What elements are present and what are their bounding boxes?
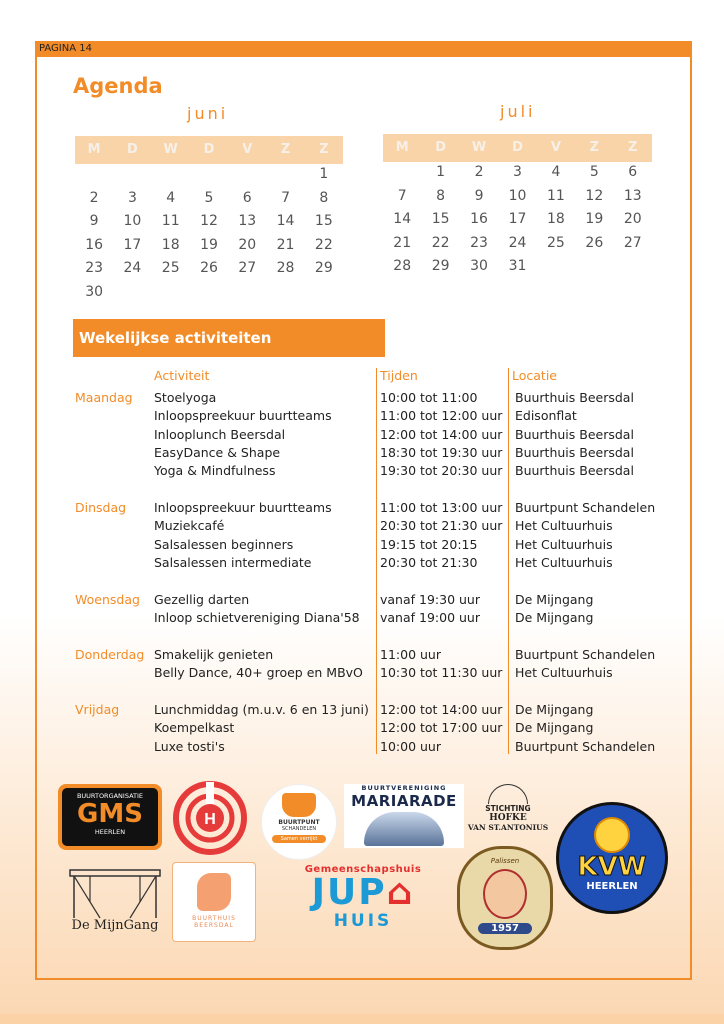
page-label: PAGINA 14 [35, 41, 692, 57]
calendar-day: 26 [585, 234, 604, 251]
activity-time: 19:15 tot 20:15 [380, 536, 478, 552]
calendar-day: 13 [623, 187, 642, 204]
activity-time: 19:30 tot 20:30 uur [380, 463, 503, 479]
calendar-day: 13 [238, 213, 257, 230]
weekly-heading: Wekelijkse activiteiten [73, 319, 385, 357]
weekday-label: Z [628, 140, 638, 155]
calendar-day: 16 [470, 211, 488, 228]
calendar-day: 24 [508, 234, 527, 251]
weekday-label: D [203, 142, 215, 157]
logo-palissen [457, 846, 553, 950]
calendar-day: 17 [508, 211, 527, 228]
logo-beersdal-line1: BUURTHUIS [192, 915, 236, 922]
logo-kvw [556, 802, 668, 914]
calendar-day: 1 [436, 164, 446, 180]
activity-location: Buurthuis Beersdal [515, 444, 634, 460]
activity-time: 20:30 tot 21:30 [380, 554, 478, 570]
activity-time: 10:00 uur [380, 738, 441, 754]
column-time: Tijden [380, 368, 418, 383]
month-title-july: juli [500, 102, 536, 121]
calendar-day: 4 [166, 189, 176, 206]
activity-activity: EasyDance & Shape [154, 444, 281, 460]
calendar-day [305, 281, 343, 305]
activity-time: 20:30 tot 21:30 uur [380, 518, 503, 534]
calendar-day: 22 [314, 236, 333, 253]
logo-hofke-line1: STICHTING [485, 804, 531, 813]
calendar-day: 15 [431, 211, 450, 228]
calendar-day: 5 [204, 189, 214, 206]
activity-time: 12:00 tot 17:00 uur [380, 720, 503, 736]
logo-kvw-main: KVW [577, 852, 647, 882]
calendar-day [75, 163, 113, 187]
activity-location: Edisonflat [515, 408, 577, 424]
logo-mijngang [60, 862, 170, 942]
logo-mijngang-headframe-icon [60, 862, 170, 920]
calendar-day: 19 [200, 236, 218, 253]
activity-location: Het Cultuurhuis [515, 554, 613, 570]
logo-gms-bottom: HEERLEN [94, 828, 126, 836]
activity-activity: Belly Dance, 40+ groep en MBvO [154, 665, 363, 681]
logo-jup-house-icon: ⌂ [386, 872, 415, 913]
calendar-day [266, 281, 304, 305]
activity-time: 11:00 uur [380, 646, 441, 662]
calendar-day: 3 [513, 164, 522, 180]
calendar-day: 28 [276, 260, 295, 277]
divider-time [376, 368, 377, 754]
activity-location: Buurthuis Beersdal [515, 463, 634, 479]
activity-activity: Gezellig darten [154, 591, 250, 607]
day-label: Dinsdag [75, 500, 127, 515]
day-label: Donderdag [75, 646, 145, 662]
activity-location: Het Cultuurhuis [515, 536, 613, 552]
activity-activity: Yoga & Mindfulness [154, 463, 276, 479]
logo-mariarade-main: MARIARADE [351, 792, 457, 810]
calendar-day [113, 163, 151, 187]
logo-beersdal-bb-icon [197, 873, 231, 911]
activity-time: vanaf 19:00 uur [380, 610, 480, 625]
calendar-day: 29 [314, 260, 333, 277]
calendar-day [537, 255, 575, 279]
activity-location: Buurthuis Beersdal [515, 426, 634, 442]
calendar-day [152, 281, 190, 305]
logo-hofke-line3: VAN ST.ANTONIUS [467, 823, 549, 832]
calendar-week [383, 208, 652, 232]
day-label: Vrijdag [75, 701, 120, 717]
logo-jup-bottom: HUIS [333, 911, 393, 931]
activity-activity: Inloopspreekuur buurtteams [154, 408, 332, 424]
logo-gms [58, 784, 162, 850]
calendar-day [614, 255, 652, 279]
calendar-july-grid [383, 161, 652, 279]
logo-jup-top: Gemeenschapshuis [304, 864, 422, 875]
column-activity: Activiteit [154, 368, 210, 383]
activity-time: 12:00 tot 14:00 uur [380, 701, 503, 717]
activity-activity: Smakelijk genieten [154, 646, 274, 662]
calendar-day: 6 [242, 189, 252, 206]
calendar-day [228, 163, 266, 187]
calendar-day [190, 281, 228, 305]
calendar-day: 27 [238, 260, 257, 277]
calendar-day: 11 [161, 213, 180, 230]
weekday-label: D [127, 142, 138, 157]
calendar-day: 14 [276, 213, 295, 230]
logo-mariarade-building-icon [364, 812, 444, 846]
activity-activity: Luxe tosti's [154, 738, 225, 754]
calendar-day: 6 [628, 164, 638, 180]
calendar-day: 8 [436, 187, 446, 204]
calendar-day: 2 [89, 189, 99, 206]
activity-location: Buurtpunt Schandelen [515, 500, 656, 515]
logo-mariarade-top: BUURTVERENIGING [361, 784, 447, 792]
calendar-day: 1 [319, 166, 329, 182]
calendar-week [75, 210, 343, 234]
calendar-day [266, 163, 304, 187]
logo-gms-main: GMS [77, 799, 143, 829]
activity-activity: Inlooplunch Beersdal [154, 426, 286, 442]
logo-buurtpunt-line2: SCHANDELEN [281, 826, 317, 832]
calendar-day: 14 [393, 211, 412, 228]
activity-location: De Mijngang [515, 591, 594, 607]
activity-location: De Mijngang [515, 701, 594, 717]
activity-activity: Stoelyoga [154, 390, 217, 405]
calendar-day: 30 [85, 283, 104, 300]
activity-time: 10:00 tot 11:00 [380, 390, 478, 405]
logo-palissen-year: 1957 [478, 923, 532, 934]
column-location: Locatie [512, 368, 557, 383]
svg-text:H: H [204, 811, 216, 828]
logo-gms-top: BUURTORGANISATIE [76, 792, 144, 800]
month-title-june: juni [187, 104, 229, 123]
calendar-day: 19 [585, 211, 604, 228]
calendar-day: 17 [123, 236, 142, 253]
activity-time: 11:00 tot 13:00 uur [380, 500, 503, 515]
calendar-week [383, 161, 652, 185]
weekday-label: Z [589, 140, 600, 155]
calendar-day [228, 281, 266, 305]
activity-activity: Salsalessen beginners [154, 536, 294, 552]
calendar-june-grid [75, 163, 343, 305]
calendar-june-weekdays [75, 136, 343, 164]
logo-jup [274, 864, 452, 938]
weekday-label: W [471, 140, 487, 155]
calendar-day: 18 [546, 211, 565, 228]
calendar-day: 25 [161, 260, 180, 277]
divider-location [508, 368, 509, 754]
weekday-label: D [435, 140, 447, 155]
logo-palissen-top: Palissen [490, 857, 520, 865]
calendar-day: 12 [585, 187, 604, 204]
logo-h-circle-icon [172, 780, 248, 856]
calendar-day: 23 [85, 260, 104, 277]
activity-time: 10:30 tot 11:30 uur [380, 665, 503, 681]
calendar-day [113, 281, 151, 305]
bottom-bar [0, 1014, 724, 1024]
activity-location: Buurtpunt Schandelen [515, 738, 656, 754]
calendar-week [75, 257, 343, 281]
calendar-week [75, 163, 343, 187]
logo-palissen-face-icon [483, 869, 527, 919]
logo-buurtpunt-line1: BUURTPUNT [278, 819, 320, 826]
calendar-day: 22 [431, 234, 450, 251]
calendar-day: 25 [546, 234, 565, 251]
calendar-week [383, 232, 652, 256]
activity-time: 18:30 tot 19:30 uur [380, 444, 503, 460]
logo-hofke-arch-icon [488, 784, 528, 804]
activity-activity: Lunchmiddag (m.u.v. 6 en 13 juni) [154, 701, 369, 717]
calendar-day [383, 161, 421, 185]
calendar-day: 10 [508, 187, 527, 204]
weekday-label: Z [280, 142, 291, 157]
calendar-week [75, 187, 343, 211]
calendar-week [75, 234, 343, 258]
activity-activity: Inloopspreekuur buurtteams [154, 500, 332, 515]
calendar-day: 31 [508, 258, 527, 275]
activity-location: De Mijngang [515, 720, 594, 736]
calendar-day: 27 [623, 234, 642, 251]
activity-location: De Mijngang [515, 610, 594, 625]
calendar-day: 20 [623, 211, 642, 228]
activity-time: vanaf 19:30 uur [380, 591, 480, 607]
calendar-day [152, 163, 190, 187]
calendar-day: 5 [589, 164, 599, 180]
calendar-day: 7 [281, 189, 290, 206]
calendar-day: 28 [393, 258, 412, 275]
logo-jup-main: JUP [311, 872, 387, 913]
logo-buurtpunt [261, 784, 337, 860]
calendar-week [383, 185, 652, 209]
calendar-day: 26 [200, 260, 218, 277]
weekday-label: V [550, 140, 561, 155]
calendar-day: 20 [238, 236, 257, 253]
logo-buurtpunt-figures-icon [282, 793, 316, 817]
weekday-label: Z [319, 142, 329, 157]
activity-time: 12:00 tot 14:00 uur [380, 426, 503, 442]
calendar-day [575, 255, 613, 279]
activity-location: Buurthuis Beersdal [515, 390, 634, 405]
activity-location: Het Cultuurhuis [515, 665, 613, 681]
calendar-day: 16 [85, 236, 104, 253]
calendar-week [75, 281, 343, 305]
calendar-week [383, 255, 652, 279]
calendar-day: 3 [127, 189, 137, 206]
logo-mijngang-text: De MijnGang [71, 918, 159, 933]
logo-hofke-line2: HOFKE [489, 813, 527, 823]
calendar-day: 21 [393, 234, 412, 251]
activity-activity: Koempelkast [154, 720, 235, 736]
logo-buurtpunt-line3: Samen verrijkt [272, 835, 326, 843]
calendar-day: 7 [397, 187, 407, 204]
calendar-day: 2 [474, 164, 484, 180]
calendar-day: 21 [276, 236, 295, 253]
logo-h-circle [172, 780, 248, 856]
logo-beersdal-line2: BEERSDAL [194, 922, 234, 929]
calendar-day: 12 [200, 213, 218, 230]
calendar-july-weekdays [383, 134, 652, 162]
activity-location: Buurtpunt Schandelen [515, 646, 656, 662]
calendar-day: 29 [431, 258, 450, 275]
weekday-label: M [395, 140, 409, 155]
weekday-label: D [512, 140, 523, 155]
activity-location: Het Cultuurhuis [515, 518, 613, 534]
calendar-day: 18 [161, 236, 180, 253]
calendar-day: 24 [123, 260, 142, 277]
calendar-day [190, 163, 228, 187]
logo-kvw-sun-icon [594, 817, 630, 853]
calendar-day: 10 [123, 213, 142, 230]
calendar-day: 8 [319, 189, 329, 206]
calendar-day: 23 [470, 234, 488, 251]
calendar-day: 9 [89, 213, 99, 230]
activity-activity: Salsalessen intermediate [154, 554, 312, 570]
calendar-day: 30 [470, 258, 488, 275]
logo-mariarade [344, 784, 464, 848]
calendar-day: 9 [474, 187, 484, 204]
calendar-day: 4 [551, 164, 561, 180]
weekday-label: W [163, 142, 178, 157]
logo-kvw-sub: HEERLEN [586, 881, 638, 892]
page-title: Agenda [73, 74, 163, 98]
day-label: Woensdag [75, 591, 140, 607]
activity-activity: Inloop schietvereniging Diana'58 [154, 610, 360, 625]
activity-time: 11:00 tot 12:00 uur [380, 408, 503, 424]
logo-beersdal [172, 862, 256, 942]
day-label: Maandag [75, 390, 133, 405]
calendar-day: 15 [314, 213, 333, 230]
logo-hofke [466, 784, 550, 842]
weekday-label: V [242, 142, 253, 157]
calendar-day: 11 [546, 187, 565, 204]
weekday-label: M [87, 142, 101, 157]
activity-activity: Muziekcafé [154, 518, 225, 534]
